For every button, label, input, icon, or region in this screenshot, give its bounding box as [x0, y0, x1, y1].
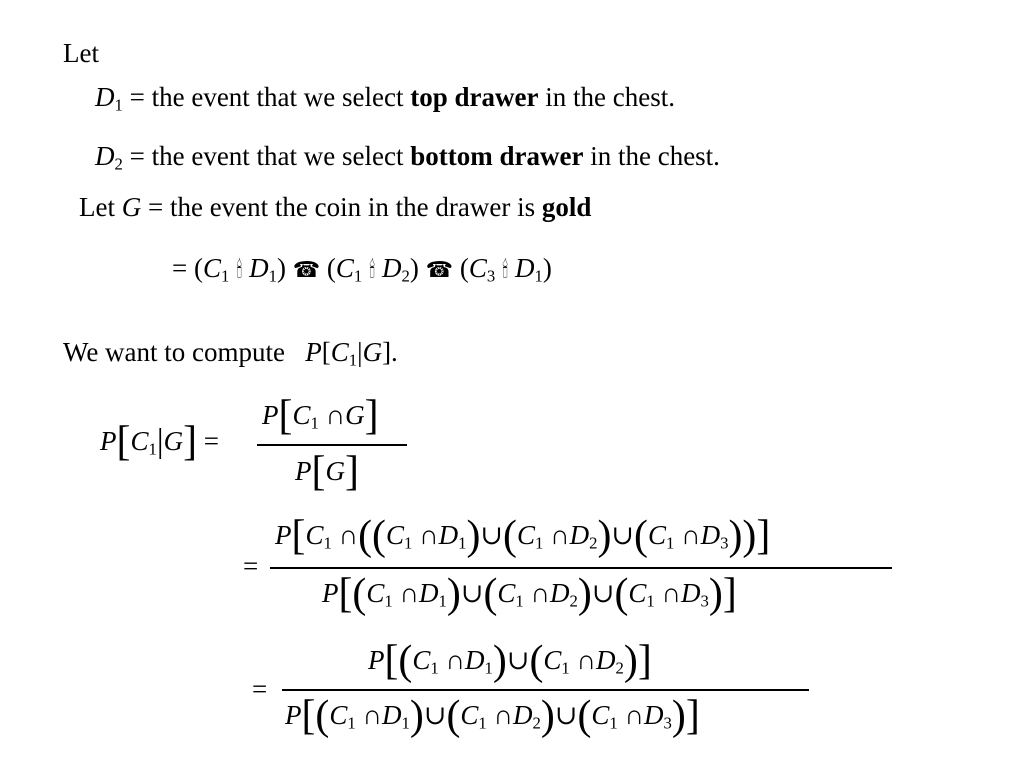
- d2-bold: bottom drawer: [410, 141, 584, 171]
- d1-tail: in the chest.: [545, 82, 675, 112]
- eq2-denominator: $P[(C_1$ $\cap D_1)\cup(C_1$ $\cap D_2)\cup(C_1$ $\cap D_3$)]: [322, 571, 737, 618]
- eq3-equals: =: [252, 674, 268, 704]
- candle-glyph-icon: 🕯: [369, 258, 376, 283]
- eq2-fraction-bar: [270, 567, 892, 569]
- eq3-denominator: $P[(C_1$ $\cap D_1)\cup(C_1$ $\cap D_2)\cup(C_1$ $\cap D_3$)]: [285, 693, 700, 740]
- d2-definition: $D_2$ = the event that we select bottom drawer in the chest.: [95, 141, 720, 174]
- g-text: = the event the coin in the drawer is: [147, 192, 536, 222]
- eq1-denominator: P[G]: [295, 449, 359, 496]
- eq2-numerator: $P[C_1$ $\cap((C_1$ $\cap D_1)\cup(C_1$ $\cap D_2)\cup(C_1$ $\cap D_3$))]: [275, 513, 771, 560]
- eq1-lhs: $P[C_1|G]$ =: [100, 419, 220, 466]
- eq1-numerator: $P[C_1$ ∩G]: [262, 393, 379, 440]
- eq2-equals: =: [243, 551, 259, 581]
- g-expression: = ($C_1$ 🕯 $D_1$) ☎ ($C_1$ 🕯 $D_2$) ☎ ($C_3$ 🕯 $D_1$): [172, 253, 552, 286]
- g-bold: gold: [541, 192, 592, 222]
- telephone-glyph-icon: ☎: [425, 258, 454, 283]
- eq3-fraction-bar: [282, 689, 809, 691]
- compute-text: We want to compute: [63, 337, 286, 367]
- d1-definition: $D_1$ = the event that we select top drawer in the chest.: [95, 82, 675, 115]
- compute-line: We want to compute $P[C_1|G]$.: [63, 337, 398, 370]
- d1-text: = the event that we select: [129, 82, 404, 112]
- eq3-numerator: $P[(C_1$ $\cap D_1)\cup(C_1$ $\cap D_2$)]: [368, 638, 652, 685]
- let-label: Let: [63, 38, 99, 68]
- g-let: Let: [79, 192, 115, 222]
- candle-glyph-icon: 🕯: [501, 258, 509, 283]
- candle-glyph-icon: 🕯: [236, 258, 243, 283]
- eq1-fraction-bar: [257, 444, 407, 446]
- d1-bold: top drawer: [410, 82, 539, 112]
- g-definition: Let G = the event the coin in the drawer is gold: [79, 192, 592, 222]
- d2-tail: in the chest.: [590, 141, 720, 171]
- d2-text: = the event that we select: [129, 141, 404, 171]
- telephone-glyph-icon: ☎: [292, 258, 321, 283]
